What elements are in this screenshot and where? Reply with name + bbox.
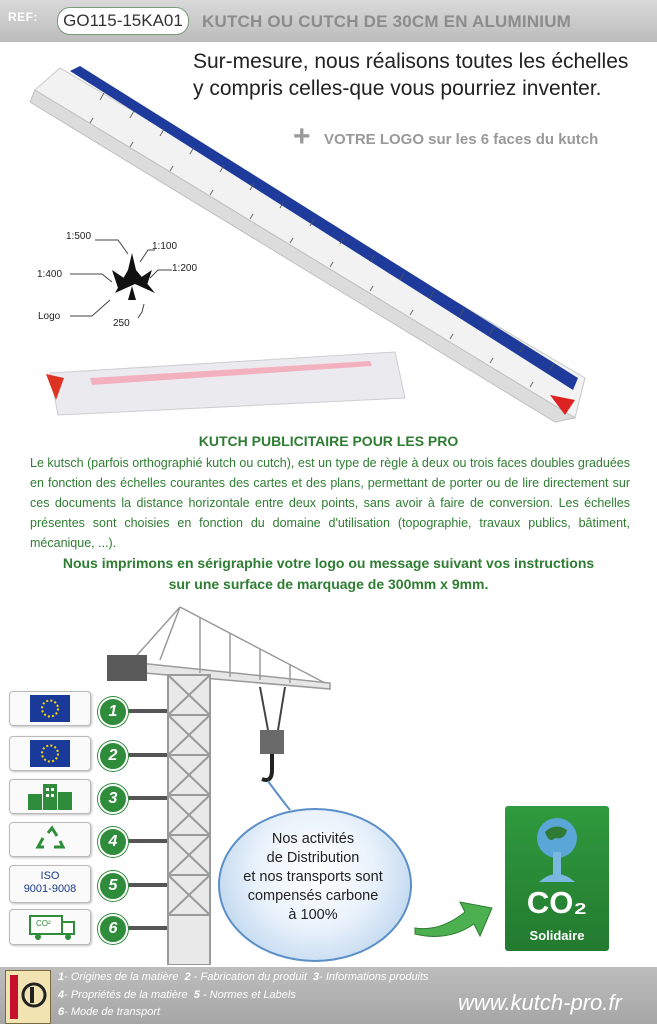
- legend-num-3: 3: [313, 971, 320, 983]
- print-info-line2: sur une surface de marquage de 300mm x 9mm.: [168, 576, 489, 592]
- bubble-line4: compensés carbone: [247, 888, 379, 904]
- print-info: [0, 553, 657, 595]
- connector-4: [122, 839, 167, 843]
- badge-transport: [9, 909, 91, 945]
- connector-2: [122, 753, 167, 757]
- recycle-icon: [10, 823, 90, 856]
- crane-counterweight: [107, 655, 147, 681]
- scale-label-250: 250: [113, 318, 130, 329]
- footer-legend-line2: [58, 989, 296, 1001]
- legend-text-2: - Fabrication du produit: [190, 971, 307, 983]
- number-4: 4: [98, 827, 128, 857]
- ruler-blue-stripe: [70, 66, 578, 390]
- legend-text-1: - Origines de la matière: [64, 971, 179, 983]
- legend-text-5: - Normes et Labels: [199, 989, 296, 1001]
- scale-label-1-500: 1:500: [66, 231, 92, 242]
- globe-tree-icon: [515, 812, 599, 884]
- section-body: Le kutsch (parfois orthographié kutch ou cutch), est un type de règle à deux ou trois faces doubles graduées en fonction des échelles courantes des cartes et des plans, permettant de porter ou de lire directement sur ces documents la distance horizontale entre deux points, sans avoir à faire de conversion. Les échelles présentes sont choisies en fonction du domaine d'utilisation (topographie, travaux publics, bâtiment, mécanique, ...).: [30, 456, 630, 550]
- building-icon: [10, 780, 90, 813]
- scale-label-1-400: 1:400: [37, 269, 63, 280]
- legend-text-3: - Informations produits: [319, 971, 429, 983]
- legend-num-5: 5: [193, 989, 200, 1001]
- crane-mast: [168, 675, 210, 965]
- legend-num-2: 2: [184, 971, 191, 983]
- arrow-right-icon: [410, 890, 500, 940]
- eu-flag-icon: [10, 692, 90, 725]
- scale-label-logo: Logo: [38, 311, 61, 322]
- legend-num-1: 1: [58, 971, 65, 983]
- bubble-text: [222, 830, 404, 925]
- bubble-line2: de Distribution: [266, 850, 360, 866]
- scale-label-1-200: 1:200: [172, 263, 198, 274]
- page-title: KUTCH OU CUTCH DE 30CM EN ALUMINIUM: [202, 12, 572, 31]
- print-info-line1: Nous imprimons en sérigraphie votre logo ou message suivant vos instructions: [62, 555, 595, 571]
- number-3: 3: [98, 784, 128, 814]
- hook-block: [260, 730, 284, 754]
- legend-text-6: - Mode de transport: [64, 1006, 161, 1018]
- legend-text-4: - Propriétés de la matière: [64, 989, 188, 1001]
- badge-iso: [9, 865, 91, 903]
- iso-line1: ISO: [40, 870, 60, 882]
- ref-code: GO115-15KA01: [57, 7, 189, 35]
- eu-flag-icon: [10, 737, 90, 770]
- co2-text: CO₂: [526, 885, 588, 920]
- logo-offer-text: VOTRE LOGO sur les 6 faces du kutch: [324, 131, 599, 148]
- connector-3: [122, 796, 167, 800]
- connector-1: [122, 709, 167, 713]
- tagline-line1: Sur-mesure, nous réalisons toutes les échelles: [193, 50, 629, 73]
- number-5: 5: [98, 871, 128, 901]
- footer-legend-line3: [58, 1006, 160, 1018]
- badge-eu-origin: [9, 691, 91, 726]
- scale-label-1-100: 1:100: [152, 241, 178, 252]
- ref-label: REF:: [8, 10, 38, 24]
- bubble-line5: à 100%: [288, 907, 338, 923]
- number-2: 2: [98, 741, 128, 771]
- goya-distribution-logo: [5, 970, 51, 1024]
- number-1: 1: [98, 697, 128, 727]
- badge-product-info: [9, 779, 91, 814]
- badge-eu-manufacturing: [9, 736, 91, 771]
- truck-co2-label: CO²: [36, 919, 51, 928]
- badge-material-properties: [9, 822, 91, 857]
- bubble-line1: Nos activités: [271, 831, 355, 847]
- hook-icon: [262, 754, 272, 780]
- connector-6: [122, 926, 167, 930]
- tagline-line2: y compris celles-que vous pourriez inventer.: [193, 77, 602, 100]
- legend-num-6: 6: [58, 1006, 65, 1018]
- legend-num-4: 4: [58, 989, 65, 1001]
- iso-label: [10, 866, 90, 896]
- plus-icon: +: [293, 120, 311, 153]
- footer-legend-line1: [58, 971, 429, 983]
- number-6: 6: [98, 914, 128, 944]
- bubble-line3: et nos transports sont: [243, 869, 383, 885]
- co2-subtitle: Solidaire: [529, 928, 585, 943]
- section-title: KUTCH PUBLICITAIRE POUR LES PRO: [198, 433, 459, 449]
- iso-line2: 9001-9008: [23, 883, 77, 895]
- connector-5: [122, 883, 167, 887]
- website-link[interactable]: www.kutch-pro.fr: [458, 990, 622, 1015]
